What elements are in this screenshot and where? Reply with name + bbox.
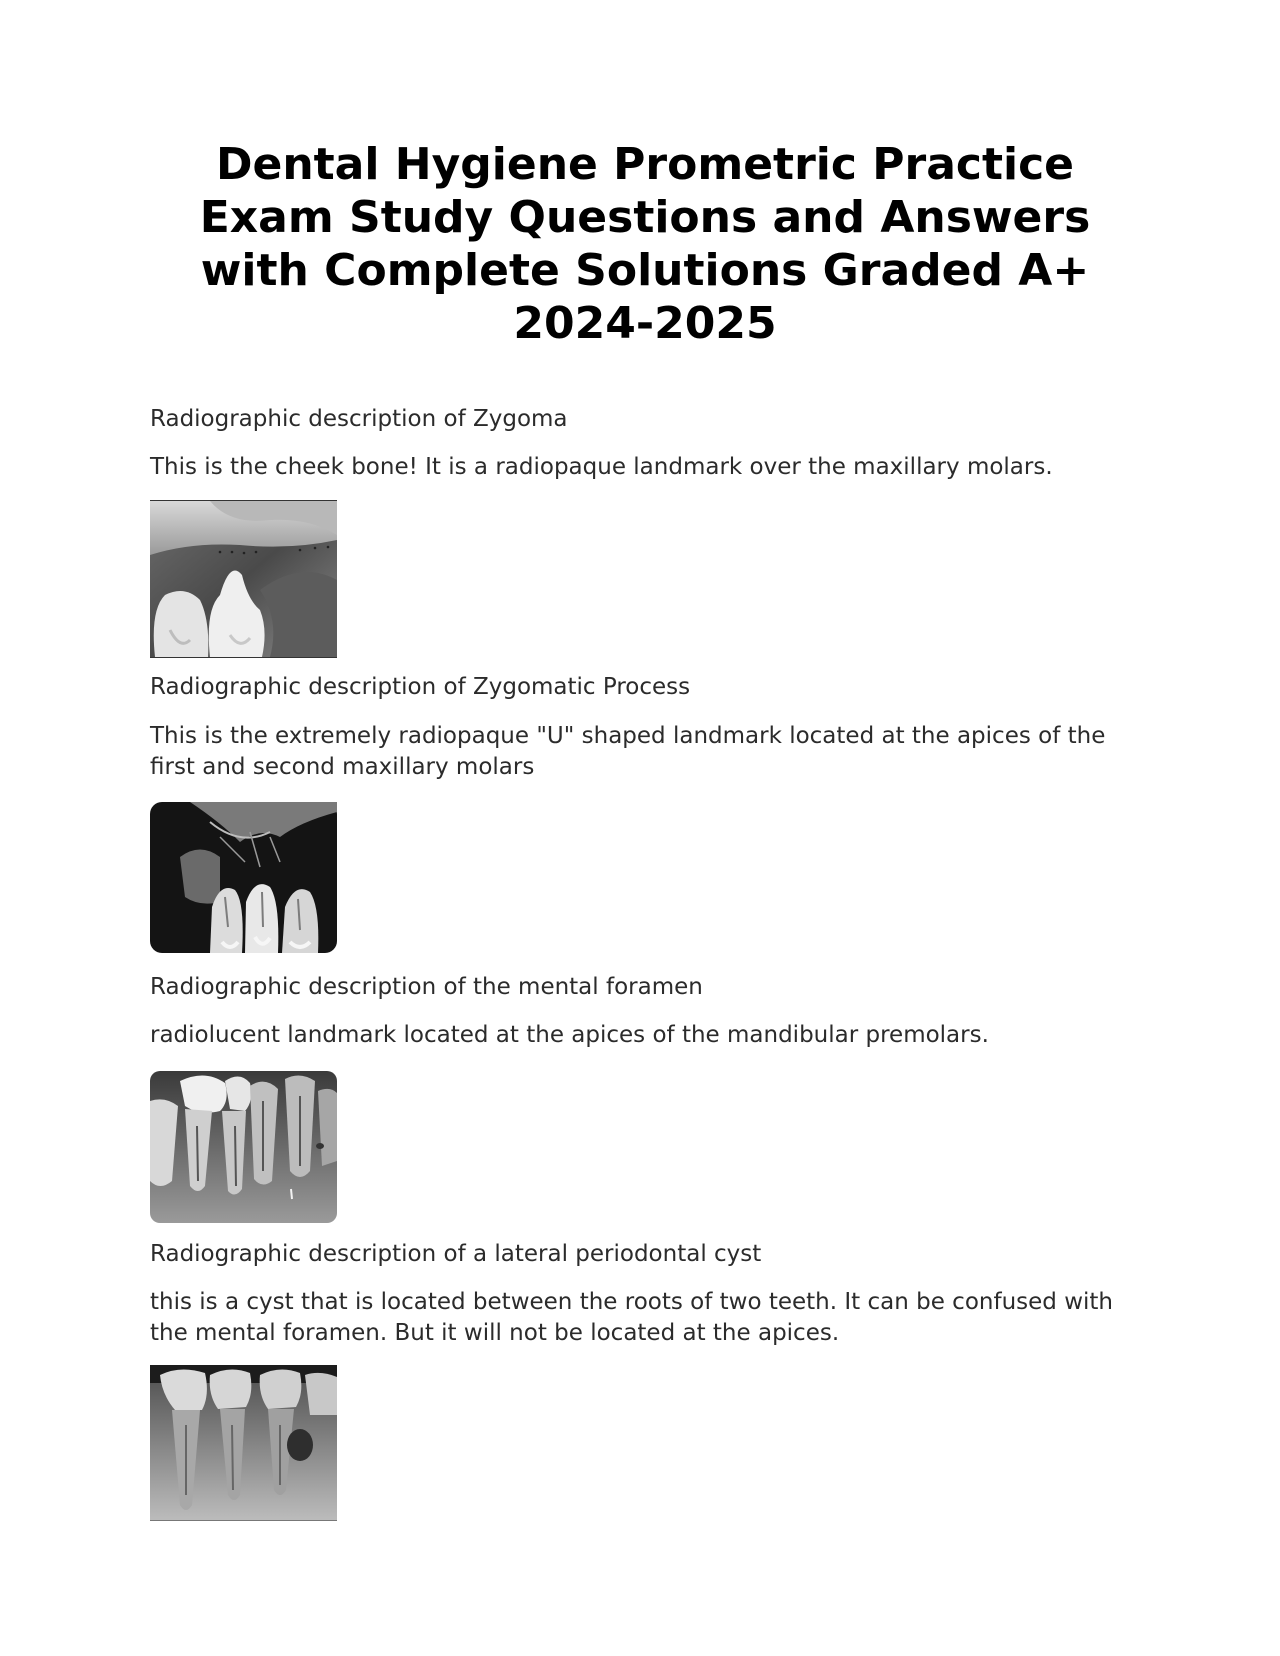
answer-zygomatic-process: This is the extremely radiopaque "U" shaped landmark located at the apices of the first and second maxillary molars — [150, 723, 1106, 780]
question-lateral-periodontal-cyst: Radiographic description of a lateral periodontal cyst — [150, 1241, 762, 1267]
mental-foramen-radiograph — [150, 1071, 337, 1223]
question-zygomatic-process: Radiographic description of Zygomatic Process — [150, 674, 691, 700]
document-title: Dental Hygiene Prometric Practice Exam Study Questions and Answers with Complete Solutions Graded A+ 2024-2025 — [199, 139, 1091, 349]
zygoma-radiograph — [150, 500, 337, 658]
lateral-periodontal-cyst-radiograph — [150, 1365, 337, 1521]
document-page — [150, 0, 1140, 1656]
zygomatic-process-radiograph — [150, 802, 337, 953]
question-zygoma: Radiographic description of Zygoma — [150, 406, 568, 432]
question-mental-foramen: Radiographic description of the mental foramen — [150, 974, 703, 1000]
answer-lateral-periodontal-cyst: this is a cyst that is located between the roots of two teeth. It can be confused with the mental foramen. But it will not be located at the apices. — [150, 1289, 1113, 1346]
answer-mental-foramen: radiolucent landmark located at the apices of the mandibular premolars. — [150, 1022, 989, 1048]
answer-zygoma: This is the cheek bone! It is a radiopaque landmark over the maxillary molars. — [150, 454, 1053, 480]
